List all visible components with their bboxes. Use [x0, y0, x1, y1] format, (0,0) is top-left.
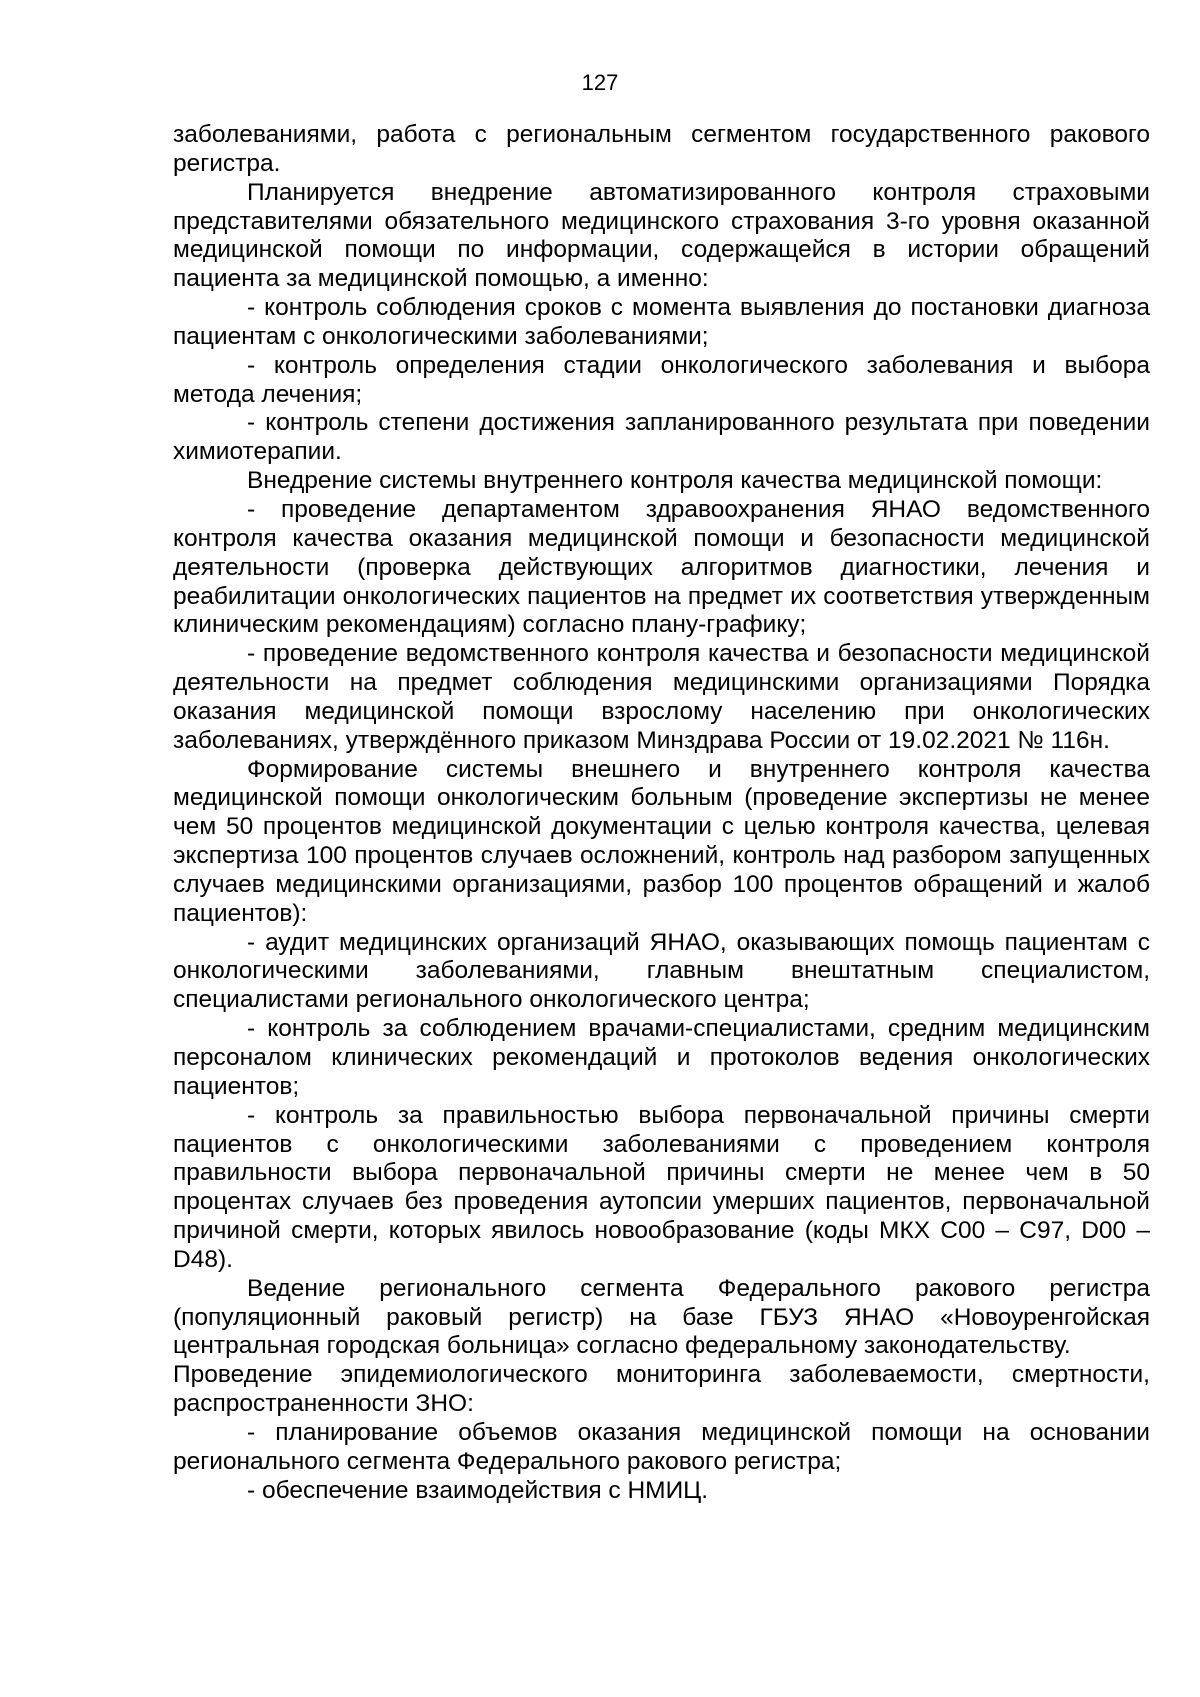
paragraph: Формирование системы внешнего и внутреннего контроля качества медицинской помощи онкологическим больным (проведение экспертизы не менее чем 50 процентов медицинской документации с целью контроля качества, целевая экспертиза 100 процентов случаев осложнений, контроль над разбором запущенных случаев медицинскими организациями, разбор 100 процентов обращений и жалоб пациентов):: [173, 755, 1150, 927]
page-number: 127: [581, 70, 619, 95]
paragraph: Планируется внедрение автоматизированного контроля страховыми представителями обязательного медицинского страхования 3-го уровня оказанной медицинской помощи по информации, содержащейся в истории обращений пациента за медицинской помощью, а именно:: [173, 178, 1150, 293]
paragraph: - контроль за соблюдением врачами-специалистами, средним медицинским персоналом клинических рекомендаций и протоколов ведения онкологических пациентов;: [173, 1015, 1150, 1100]
paragraph: - контроль за правильностью выбора первоначальной причины смерти пациентов с онкологическими заболеваниями с проведением контроля правильности выбора первоначальной причины смерти не менее чем в 50 процентах случаев без проведения аутопсии умерших пациентов, первоначальной причиной смерти, которых явилось новообразование (коды МКХ С00 – С97, D00 – D48).: [173, 1101, 1150, 1273]
paragraph: - проведение ведомственного контроля качества и безопасности медицинской деятельности на предмет соблюдения медицинскими организациями Порядка оказания медицинской помощи взрослому населению при онкологических заболеваниях, утверждённого приказом Минздрава России от 19.02.2021 № 116н.: [173, 640, 1150, 754]
paragraph: - планирование объемов оказания медицинской помощи на основании регионального сегмента Федерального ракового регистра;: [173, 1418, 1150, 1475]
paragraph: - аудит медицинских организаций ЯНАО, оказывающих помощь пациентам с онкологическими заболеваниями, главным внештатным специалистом, специалистами регионального онкологического центра;: [173, 928, 1150, 1014]
paragraph: - контроль степени достижения запланированного результата при поведении химиотерапии.: [173, 409, 1150, 466]
body-text: [173, 121, 1150, 1506]
paragraph: - контроль определения стадии онкологического заболевания и выбора метода лечения;: [173, 351, 1150, 408]
paragraph: заболеваниями, работа с региональным сегментом государственного ракового регистра.: [173, 121, 1150, 177]
paragraph: - проведение департаментом здравоохранения ЯНАО ведомственного контроля качества оказания медицинской помощи и безопасности медицинской деятельности (проверка действующих алгоритмов диагностики, лечения и реабилитации онкологических пациентов на предмет их соответствия утвержденным клиническим рекомендациям) согласно плану-графику;: [173, 495, 1150, 639]
paragraph: - обеспечение взаимодействия с НМИЦ.: [247, 1476, 709, 1504]
paragraph: - контроль соблюдения сроков с момента выявления до постановки диагноза пациентам с онкологическими заболеваниями;: [173, 294, 1150, 350]
paragraph: Внедрение системы внутреннего контроля качества медицинской помощи:: [247, 467, 1103, 495]
paragraph: Ведение регионального сегмента Федерального ракового регистра (популяционный раковый регистр) на базе ГБУЗ ЯНАО «Новоуренгойская центральная городская больница» согласно федеральному законодательству.: [173, 1274, 1150, 1360]
paragraph: Проведение эпидемиологического мониторинга заболеваемости, смертности, распространенности ЗНО:: [173, 1361, 1150, 1418]
